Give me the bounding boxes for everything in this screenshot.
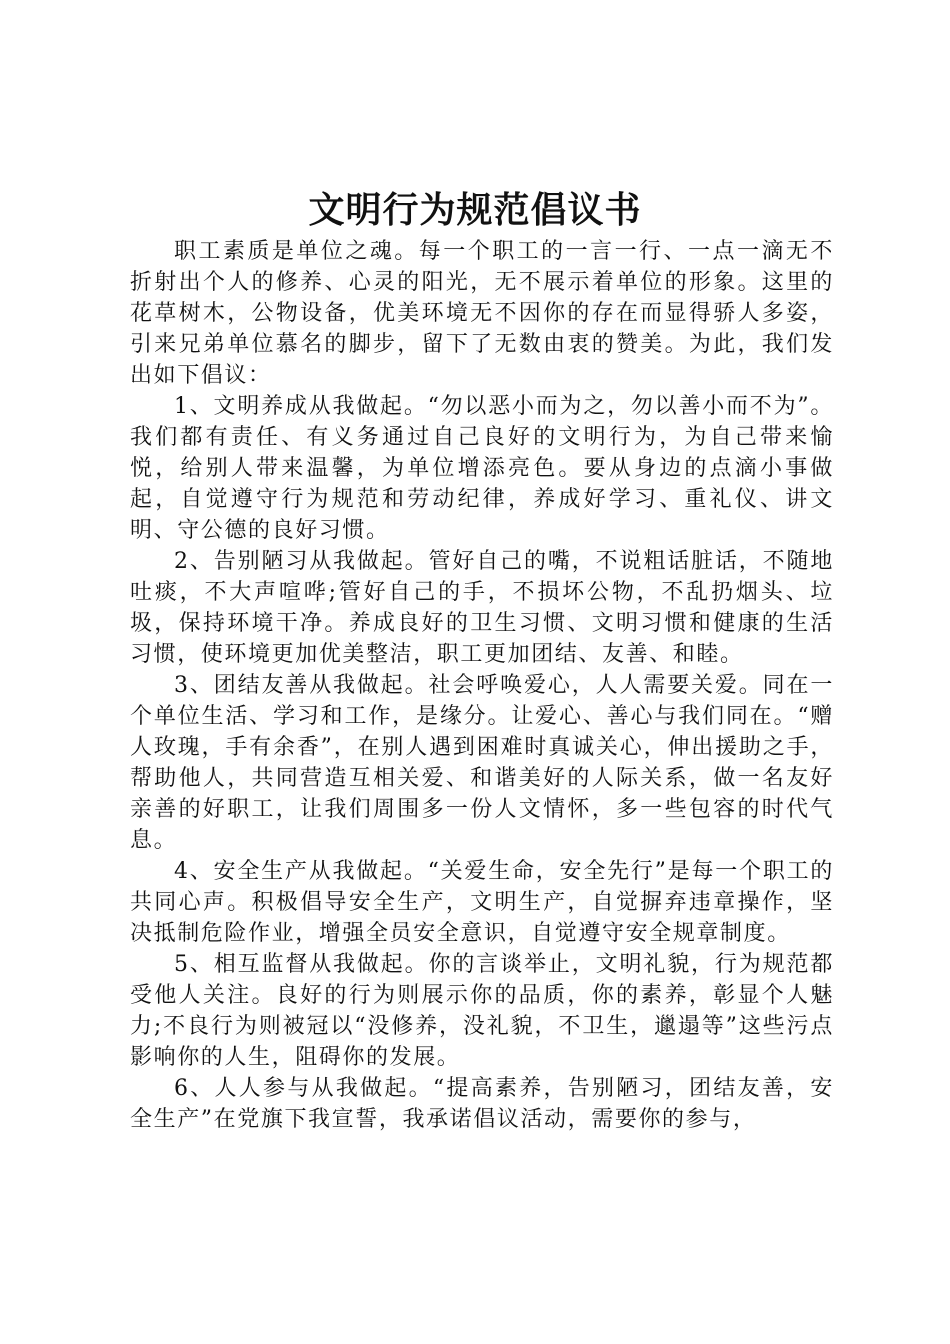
paragraph-item-1: 1、文明养成从我做起。“勿以恶小而为之，勿以善小而不为”。我们都有责任、有义务通过自己良好的文明行为，为自己带来愉悦，给别人带来温馨，为单位增添亮色。要从身边的点滴小事做起，自觉遵守行为规范和劳动纪律，养成好学习、重礼仪、讲文明、守公德的良好习惯。: [130, 394, 834, 543]
paragraph-item-5: 5、相互监督从我做起。你的言谈举止，文明礼貌，行为规范都受他人关注。良好的行为则展示你的品质，你的素养，彰显个人魅力;不良行为则被冠以“没修养，没礼貌，不卫生，邋遢等”这些污点影响你的人生，阻碍你的发展。: [130, 952, 834, 1070]
document-title: 文明行为规范倡议书: [308, 189, 642, 231]
paragraph-item-3: 3、团结友善从我做起。社会呼唤爱心，人人需要关爱。同在一个单位生活、学习和工作，是缘分。让爱心、善心与我们同在。“赠人玫瑰，手有余香”，在别人遇到困难时真诚关心，伸出援助之手，帮助他人，共同营造互相关爱、和谐美好的人际关系，做一名友好亲善的好职工，让我们周围多一份人文情怀，多一些包容的时代气息。: [130, 673, 834, 853]
paragraph-intro: 职工素质是单位之魂。每一个职工的一言一行、一点一滴无不折射出个人的修养、心灵的阳光，无不展示着单位的形象。这里的花草树木，公物设备，优美环境无不因你的存在而显得骄人多姿，引来兄弟单位慕名的脚步，留下了无数由衷的赞美。为此，我们发出如下倡议：: [130, 239, 834, 388]
document-body: [130, 236, 834, 1135]
paragraph-item-4: 4、安全生产从我做起。“关爱生命，安全先行”是每一个职工的共同心声。积极倡导安全生产，文明生产，自觉摒弃违章操作，坚决抵制危险作业，增强全员安全意识，自觉遵守安全规章制度。: [130, 859, 834, 946]
paragraph-item-6: 6、人人参与从我做起。“提高素养，告别陋习，团结友善，安全生产”在党旗下我宣誓，我承诺倡议活动，需要你的参与，: [130, 1076, 834, 1132]
paragraph-item-2: 2、告别陋习从我做起。管好自己的嘴，不说粗话脏话，不随地吐痰，不大声喧哗;管好自己的手，不损坏公物，不乱扔烟头、垃圾，保持环境干净。养成良好的卫生习惯、文明习惯和健康的生活习惯，使环境更加优美整洁，职工更加团结、友善、和睦。: [130, 549, 834, 667]
